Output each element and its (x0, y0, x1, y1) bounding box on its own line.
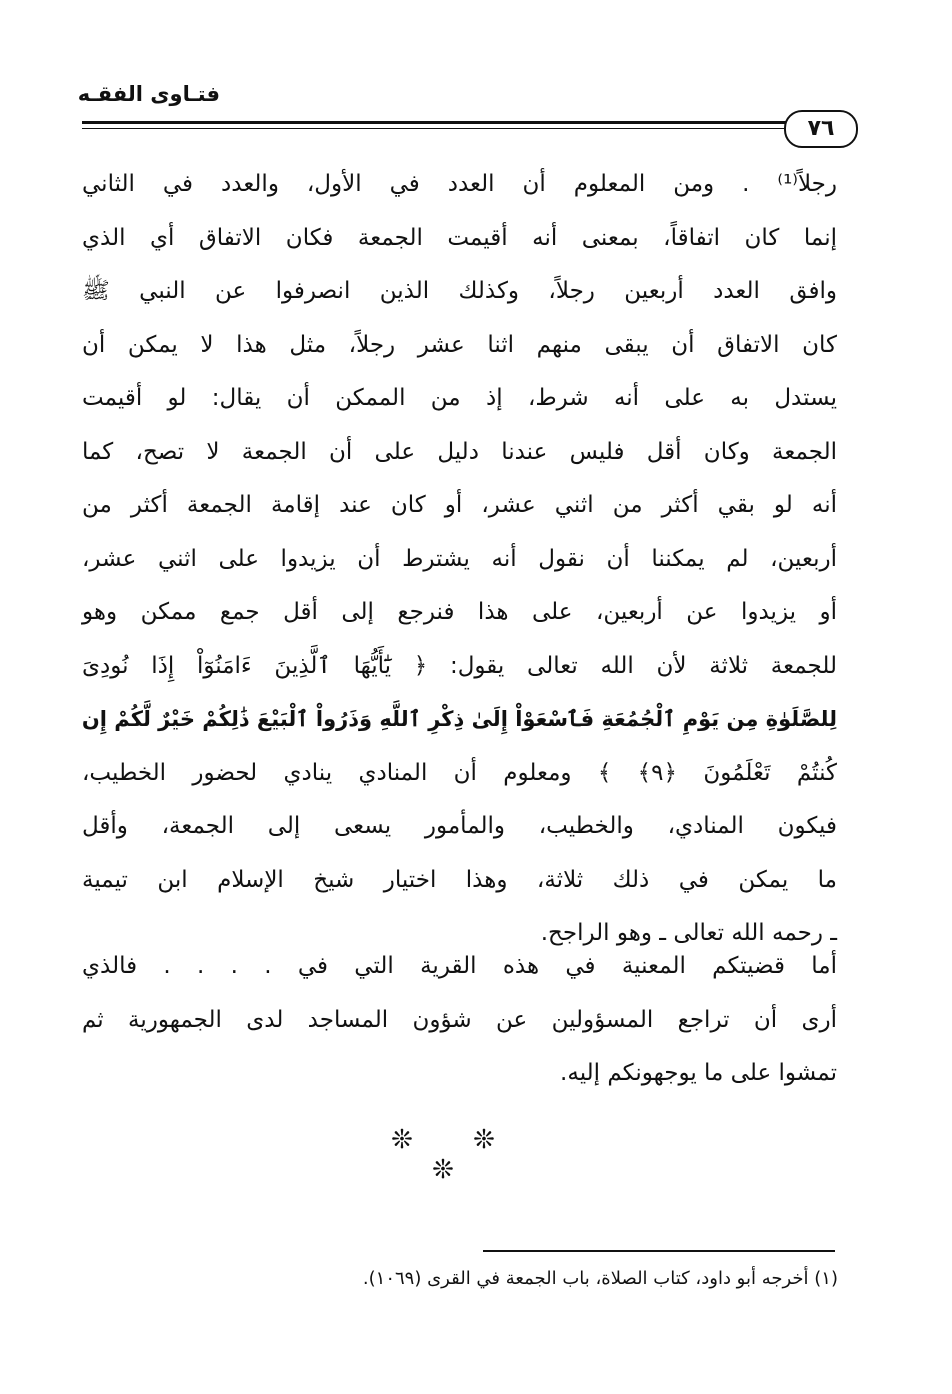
text-line: كان الاتفاق أن يبقى منهم اثنا عشر رجلاً، مثل هذا لا يمكن أن (82, 331, 837, 358)
text-line: كُنتُمْ تَعْلَمُونَ ﴿٩﴾ ﴾ ومعلوم أن المنادي ينادي لحضور الخطيب، (82, 759, 837, 786)
header-rule (82, 121, 787, 124)
text-line: يستدل به على أنه شرط، إذ من الممكن أن يقال: لو أقيمت (82, 385, 837, 411)
text-line: فيكون المنادي، والخطيب، والمأمور يسعى إلى الجمعة، وأقل (82, 813, 837, 839)
header-rule-thin (82, 128, 787, 129)
text-line: للجمعة ثلاثة لأن الله تعالى يقول: ﴿ يَٰٓأَيُّهَا ٱلَّذِينَ ءَامَنُوٓاْ إِذَا نُودِىَ (82, 652, 837, 679)
text-line: أنه لو بقي أكثر من اثني عشر، أو كان عند إقامة الجمعة أكثر من (82, 492, 837, 518)
text-line: أما قضيتكم المعنية في هذه القرية التي في . . . . فالذي (82, 953, 837, 979)
text-line: إنما كان اتفاقاً، بمعنى أنه أقيمت الجمعة فكان الاتفاق أي الذي (82, 224, 837, 251)
fatwa-paragraph-2 (82, 940, 837, 1101)
footnote-rule (483, 1250, 835, 1252)
text-line: الجمعة وكان أقل فليس عندنا دليل على أن الجمعة لا تصح، كما (82, 438, 837, 465)
book-title: فتـاوى الفقـه (77, 82, 220, 106)
text-line: رجلاً⁽¹⁾ . ومن المعلوم أن العدد في الأول، والعدد في الثاني (82, 171, 837, 197)
footnote: (١) أخرجه أبو داود، كتاب الصلاة، باب الجمعة في القرى (١٠٦٩). (362, 1268, 838, 1289)
text-line: ما يمكن في ذلك ثلاثة، وهذا اختيار شيخ الإسلام ابن تيمية (82, 866, 837, 893)
text-line: أربعين، لم يمكننا أن نقول أنه يشترط أن يزيدوا على اثني عشر، (82, 545, 837, 572)
text-line: تمشوا على ما يوجهونكم إليه. (560, 1060, 837, 1086)
quran-verse-line: لِلصَّلَوٰةِ مِن يَوْمِ ٱلْجُمُعَةِ فَٱسْعَوْاْ إِلَىٰ ذِكْرِ ٱللَّهِ وَذَرُواْ ٱلْبَيْعَ ذَٰلِكُمْ خَيْرٌ لَّكُمْ إِن (81, 707, 837, 731)
page-number: ٧٦ (784, 110, 858, 148)
text-line: وافق العدد أربعين رجلاً، وكذلك الذين انصرفوا عن النبي ﷺ (82, 278, 837, 304)
text-line: ـ رحمه الله تعالى ـ وهو الراجح. (540, 920, 837, 946)
text-line: أو يزيدوا عن أربعين، على هذا فنرجع إلى أقل جمع ممكن وهو (82, 599, 837, 625)
fatwa-paragraph-1 (82, 158, 837, 961)
section-divider-ornament: ❊ ❊ ❊ (391, 1125, 521, 1185)
text-line: أرى أن تراجع المسؤولين عن شؤون المساجد لدى الجمهورية ثم (82, 1006, 837, 1033)
